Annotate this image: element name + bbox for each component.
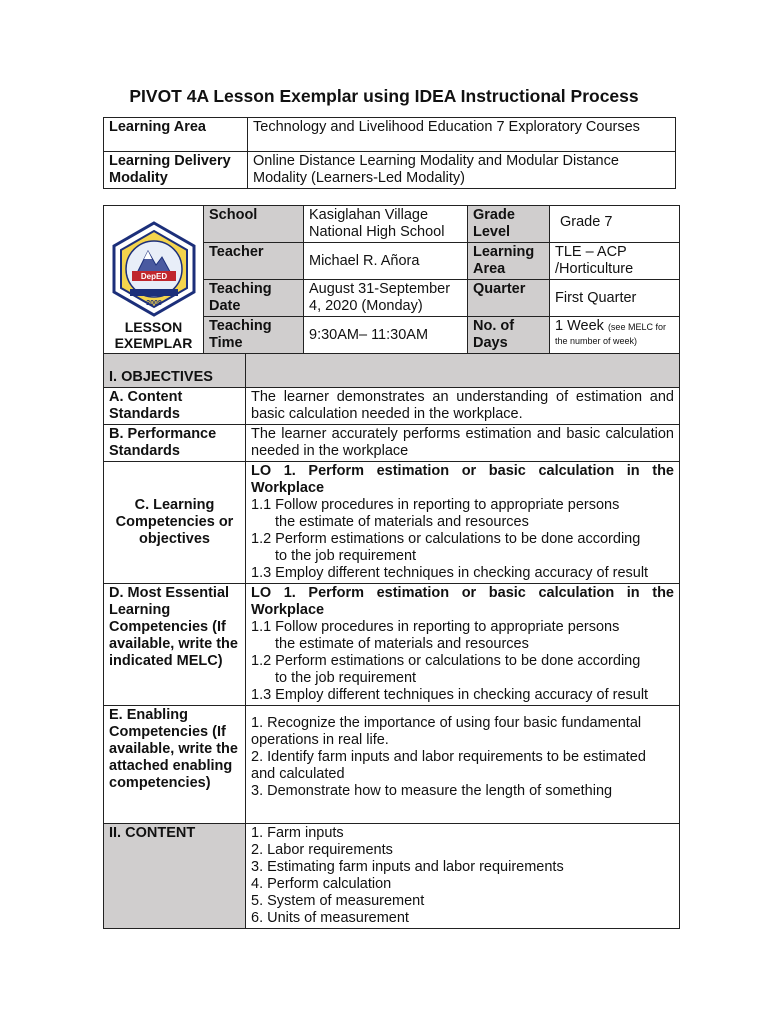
learning-area-value: Technology and Livelihood Education 7 Exploratory Courses (248, 118, 676, 152)
teaching-time-label: Teaching Time (204, 317, 304, 354)
teaching-date-label: Teaching Date (204, 280, 304, 317)
melc-item-cont: the estimate of materials and resources (275, 636, 529, 652)
lesson-exemplar-caption: LESSON EXEMPLAR (114, 319, 193, 351)
school-label: School (204, 206, 304, 243)
enabling-competencies-value (246, 706, 680, 824)
melc-value (246, 584, 680, 706)
quarter-value: First Quarter (550, 280, 680, 317)
teacher-label: Teacher (204, 243, 304, 280)
objectives-heading-blank (246, 354, 680, 388)
lo-item-cont: to the job requirement (275, 548, 417, 564)
lo-item-cont: the estimate of materials and resources (275, 514, 529, 530)
content-item: 2. Labor requirements (251, 842, 393, 858)
no-of-days-label: No. of Days (468, 317, 550, 354)
lo-item: 1.3 Employ different techniques in checking accuracy of result (251, 565, 649, 581)
content-item: 3. Estimating farm inputs and labor requirements (251, 859, 564, 875)
teaching-date-value: August 31-September 4, 2020 (Monday) (304, 280, 468, 317)
teaching-time-value: 9:30AM– 11:30AM (304, 317, 468, 354)
learning-info-table (103, 117, 676, 189)
content-item: 6. Units of measurement (251, 910, 409, 926)
melc-label: D. Most Essential Learning Competencies (If available, write the indicated MELC) (104, 584, 246, 706)
content-heading: II. CONTENT (104, 824, 246, 929)
no-of-days-note: (see MELC for the number of week) (555, 322, 666, 346)
learning-area-value: TLE – ACP /Horticulture (550, 243, 680, 280)
melc-item: 1.2 Perform estimations or calculations to be done according (251, 653, 641, 669)
enabling-item: 2. Identify farm inputs and labor requirements to be estimated and calculated (251, 749, 646, 782)
enabling-item: 3. Demonstrate how to measure the length of something (251, 783, 613, 799)
no-of-days-cell (550, 317, 680, 354)
delivery-modality-label: Learning Delivery Modality (104, 152, 248, 189)
lesson-header-table (103, 205, 680, 354)
learning-competencies-value (246, 462, 680, 584)
deped-logo (106, 221, 202, 317)
enabling-competencies-label: E. Enabling Competencies (If available, write the attached enabling competencies) (104, 706, 246, 824)
objectives-heading: I. OBJECTIVES (104, 354, 246, 388)
grade-level-label: Grade Level (468, 206, 550, 243)
enabling-item: 1. Recognize the importance of using four basic fundamental operations in real life. (251, 715, 642, 748)
learning-competencies-label: C. Learning Competencies or objectives (104, 462, 246, 584)
quarter-label: Quarter (468, 280, 550, 317)
content-standards-value: The learner demonstrates an understanding of estimation and basic calculation needed in the workplace. (246, 388, 680, 425)
lo-title: LO 1. Perform estimation or basic calculation in the Workplace (251, 463, 674, 496)
content-item: 1. Farm inputs (251, 825, 344, 841)
no-of-days-value: 1 Week (555, 318, 604, 334)
teacher-value: Michael R. Añora (304, 243, 468, 280)
logo-text: DepED (140, 272, 167, 281)
melc-item-cont: to the job requirement (275, 670, 417, 686)
performance-standards-label: B. Performance Standards (104, 425, 246, 462)
logo-year: 2008 (145, 300, 162, 307)
learning-area-label: Learning Area (104, 118, 248, 152)
objectives-table (103, 353, 680, 929)
learning-area-label: Learning Area (468, 243, 550, 280)
grade-level-value: Grade 7 (550, 206, 680, 243)
melc-item: 1.3 Employ different techniques in checking accuracy of result (251, 687, 649, 703)
logo-cell (104, 206, 204, 354)
page-title: PIVOT 4A Lesson Exemplar using IDEA Instructional Process (129, 86, 639, 106)
content-item: 5. System of measurement (251, 893, 425, 909)
content-standards-label: A. Content Standards (104, 388, 246, 425)
melc-lo-title: LO 1. Perform estimation or basic calculation in the Workplace (251, 585, 674, 618)
content-item: 4. Perform calculation (251, 876, 392, 892)
content-list (246, 824, 680, 929)
lo-item: 1.2 Perform estimations or calculations to be done according (251, 531, 641, 547)
melc-item: 1.1 Follow procedures in reporting to appropriate persons (251, 619, 620, 635)
performance-standards-value: The learner accurately performs estimation and basic calculation needed in the workplace (246, 425, 680, 462)
delivery-modality-value: Online Distance Learning Modality and Modular Distance Modality (Learners-Led Modality) (248, 152, 676, 189)
lo-item: 1.1 Follow procedures in reporting to appropriate persons (251, 497, 620, 513)
school-value: Kasiglahan Village National High School (304, 206, 468, 243)
